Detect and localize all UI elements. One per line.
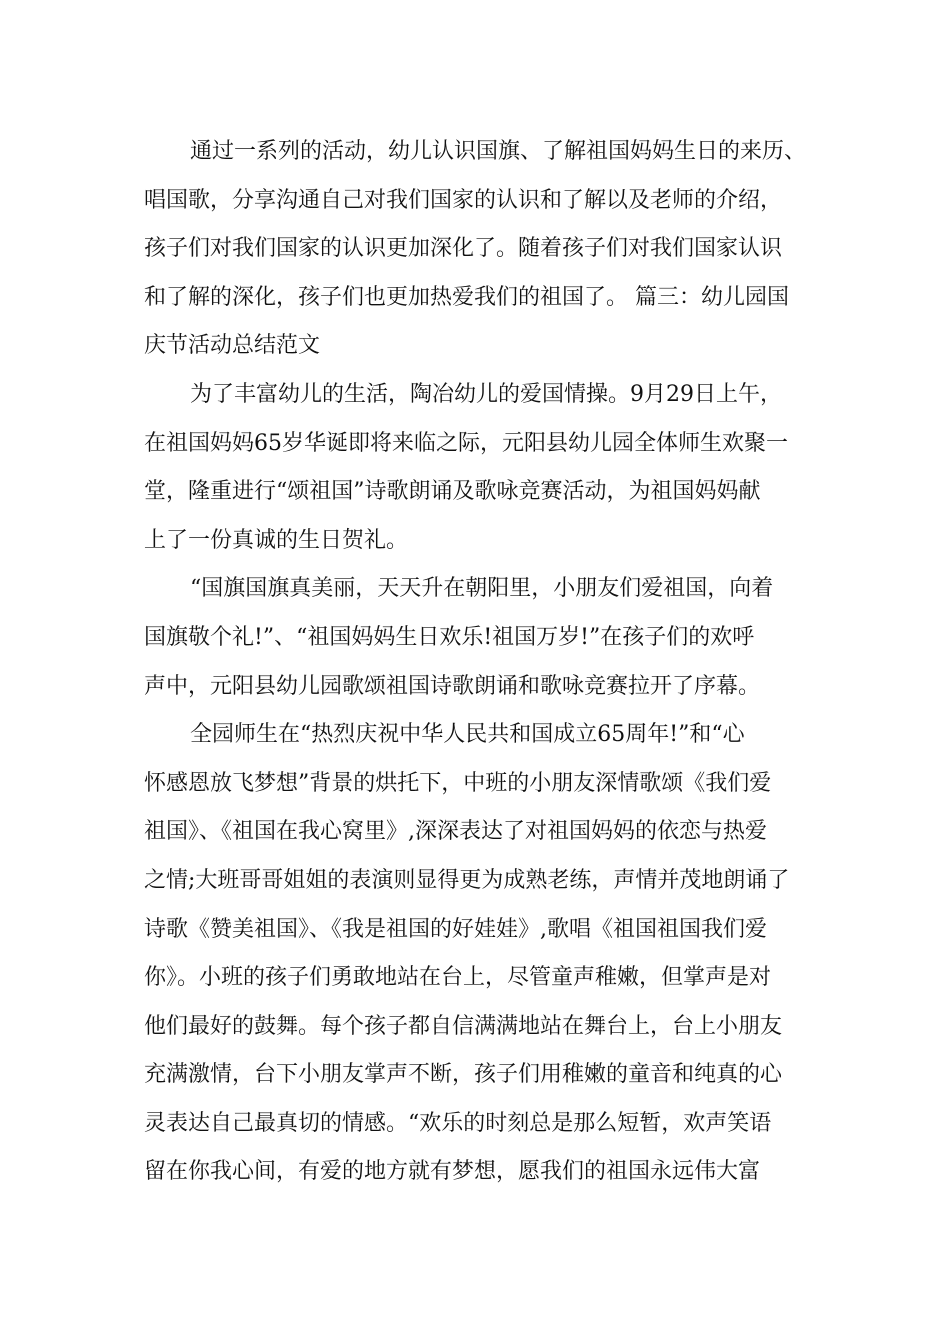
text-line: 上了一份真诚的生日贺礼。 bbox=[144, 527, 409, 553]
text-line: 之情;大班哥哥姐姐的表演则显得更为成熟老练，声情并茂地朗诵了 bbox=[144, 867, 790, 893]
text-line: 和了解的深化，孩子们也更加热爱我们的祖国了。 篇三：幼儿园国 bbox=[144, 284, 789, 310]
text-line: 为了丰富幼儿的生活，陶冶幼儿的爱国情操。9月29日上午， bbox=[190, 381, 782, 407]
text-line: “国旗国旗真美丽，天天升在朝阳里，小朋友们爱祖国，向着 bbox=[190, 576, 774, 602]
text-line: 唱国歌，分享沟通自己对我们国家的认识和了解以及老师的介绍， bbox=[144, 187, 783, 213]
text-line: 诗歌《赞美祖国》、《我是祖国的好娃娃》,歌唱《祖国祖国我们爱 bbox=[144, 916, 767, 942]
text-line: 灵表达自己最真切的情感。“欢乐的时刻总是那么短暂，欢声笑语 bbox=[144, 1110, 772, 1136]
text-line: 全园师生在“热烈庆祝中华人民共和国成立65周年!”和“心 bbox=[190, 722, 745, 748]
text-line: 庆节活动总结范文 bbox=[144, 333, 321, 359]
text-line: 在祖国妈妈65岁华诞即将来临之际，元阳县幼儿园全体师生欢聚一 bbox=[144, 430, 788, 456]
text-line: 堂，隆重进行“颂祖国”诗歌朗诵及歌咏竞赛活动，为祖国妈妈献 bbox=[144, 479, 761, 505]
document-body bbox=[144, 128, 812, 1197]
text-line: 声中，元阳县幼儿园歌颂祖国诗歌朗诵和歌咏竞赛拉开了序幕。 bbox=[144, 673, 761, 699]
text-line: 通过一系列的活动，幼儿认识国旗、了解祖国妈妈生日的来历、 bbox=[190, 139, 807, 164]
text-line: 孩子们对我们国家的认识更加深化了。随着孩子们对我们国家认识 bbox=[144, 236, 783, 262]
text-line: 国旗敬个礼!”、“祖国妈妈生日欢乐!祖国万岁!”在孩子们的欢呼 bbox=[144, 624, 755, 650]
text-line: 怀感恩放飞梦想”背景的烘托下，中班的小朋友深情歌颂《我们爱 bbox=[144, 770, 772, 796]
text-line: 你》。小班的孩子们勇敢地站在台上，尽管童声稚嫩，但掌声是对 bbox=[144, 965, 772, 991]
text-line: 充满激情，台下小朋友掌声不断，孩子们用稚嫩的童音和纯真的心 bbox=[144, 1062, 783, 1088]
text-line: 留在你我心间，有爱的地方就有梦想，愿我们的祖国永远伟大富 bbox=[144, 1159, 761, 1185]
text-line: 他们最好的鼓舞。每个孩子都自信满满地站在舞台上，台上小朋友 bbox=[144, 1013, 783, 1039]
text-line: 祖国》、《祖国在我心窝里》,深深表达了对祖国妈妈的依恋与热爱 bbox=[144, 819, 767, 845]
